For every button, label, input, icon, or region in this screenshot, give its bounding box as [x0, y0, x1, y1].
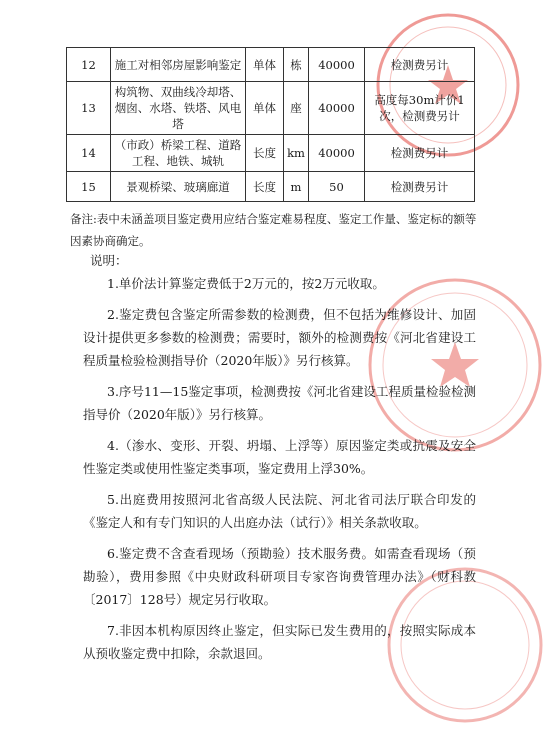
unit-price: 40000 [309, 48, 365, 82]
measure-unit: 栋 [284, 48, 309, 82]
explanation-item: 6.鉴定费不含查看现场（预勘验）技术服务费。如需查看现场（预勘验），费用参照《中央财政科研项目专家咨询费管理办法》（财科教〔2017〕128号）规定另行收取。 [83, 546, 476, 607]
unit-price: 40000 [309, 82, 365, 135]
explanation-item: 4.（渗水、变形、开裂、坍塌、上浮等）原因鉴定类或抗震及安全性鉴定类或使用性鉴定类事项，鉴定费用上浮30%。 [83, 438, 476, 476]
note: 检测费另计 [365, 135, 475, 172]
explanation-item: 2.鉴定费包含鉴定所需参数的检测费，但不包括为维修设计、加固设计提供更多参数的检测费；需要时，额外的检测费按《河北省建设工程质量检验检测指导价（2020年版）》另行核算。 [83, 307, 476, 368]
note: 高度每30m计价1次，检测费另计 [365, 82, 475, 135]
table-row [67, 82, 475, 135]
billing-unit: 单体 [246, 48, 284, 82]
billing-unit: 长度 [246, 172, 284, 202]
explanation-item: 3.序号11—15鉴定事项，检测费按《河北省建设工程质量检验检测指导价（2020年版）》另行核算。 [83, 384, 476, 422]
row-number: 14 [67, 135, 111, 172]
table-row [67, 135, 475, 172]
item-name: （市政）桥梁工程、道路工程、地铁、城轨 [111, 135, 246, 172]
row-number: 15 [67, 172, 111, 202]
note: 检测费另计 [365, 172, 475, 202]
unit-price: 50 [309, 172, 365, 202]
billing-unit: 长度 [246, 135, 284, 172]
item-name: 景观桥梁、玻璃廊道 [111, 172, 246, 202]
explanation-item: 5.出庭费用按照河北省高级人民法院、河北省司法厅联合印发的《鉴定人和有专门知识的人出庭办法（试行）》相关条款收取。 [83, 492, 476, 530]
row-number: 13 [67, 82, 111, 135]
measure-unit: km [284, 135, 309, 172]
fee-table [66, 47, 475, 202]
unit-price: 40000 [309, 135, 365, 172]
table-remark: 备注:表中未涵盖项目鉴定费用应结合鉴定难易程度、鉴定工作量、鉴定标的额等因素协商确定。 [70, 212, 477, 248]
table-row [67, 48, 475, 82]
explanation-list [83, 272, 476, 673]
item-name: 构筑物、双曲线冷却塔、烟囱、水塔、铁塔、风电塔 [111, 82, 246, 135]
item-name: 施工对相邻房屋影响鉴定 [111, 48, 246, 82]
measure-unit: 座 [284, 82, 309, 135]
explanation-item: 1.单价法计算鉴定费低于2万元的，按2万元收取。 [107, 276, 385, 291]
note: 检测费另计 [365, 48, 475, 82]
row-number: 12 [67, 48, 111, 82]
measure-unit: m [284, 172, 309, 202]
billing-unit: 单体 [246, 82, 284, 135]
explanation-heading: 说明： [90, 253, 128, 268]
explanation-item: 7.非因本机构原因终止鉴定，但实际已发生费用的，按照实际成本从预收鉴定费中扣除，余款退回。 [83, 623, 476, 661]
table-row [67, 172, 475, 202]
